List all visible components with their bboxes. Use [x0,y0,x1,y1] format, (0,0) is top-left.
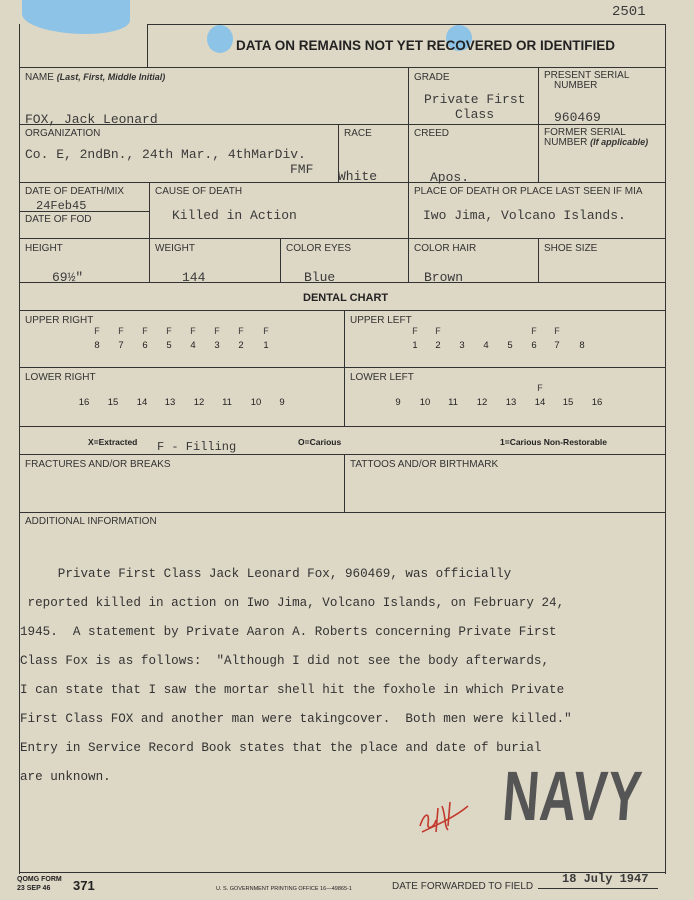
name-label: NAME (Last, First, Middle Initial) [25,72,166,83]
upper-right-tooth: 1 [263,340,269,351]
height-value: 69½" [52,270,84,285]
upper-left-tooth: 4 [483,340,489,351]
rule [344,454,345,512]
tape-remnant [207,25,233,53]
rule [19,367,666,368]
upper-right-filling-mark: F [237,327,244,338]
date-forwarded-label: DATE FORWARDED TO FIELD [392,881,534,892]
form-date: 23 SEP 46 [17,885,51,892]
height-label: HEIGHT [25,243,63,254]
former-serial-label-2: NUMBER (If applicable) [544,137,649,148]
hair-value: Brown [424,270,464,285]
document-number: 2501 [612,4,646,20]
upper-right-tooth: 6 [142,340,148,351]
lower-right-tooth: 11 [222,397,232,408]
lower-left-tooth: 13 [505,397,517,408]
creed-value: Apos. [430,170,470,185]
rule [19,454,666,455]
rule [538,67,539,182]
grade-value-2: Class [455,107,495,122]
lower-right-tooth: 12 [193,397,205,408]
upper-left-filling-mark: F [411,327,418,338]
upper-left-tooth: 1 [412,340,418,351]
lower-left-filling-mark: F [536,384,543,395]
race-value: White [338,169,378,184]
place-of-death-value: Iwo Jima, Volcano Islands. [423,208,626,223]
date-of-fod-label: DATE OF FOD [25,214,92,225]
forwarded-underline [538,888,658,889]
navy-stamp: NAVY [500,757,646,835]
lower-left-tooth: 12 [476,397,488,408]
date-of-death-label: DATE OF DEATH/MIX [25,186,125,197]
rule [19,426,666,427]
serial-label-2: NUMBER [554,80,598,91]
upper-left-tooth: 6 [531,340,537,351]
upper-left-tooth: 7 [554,340,560,351]
organization-value-2: FMF [290,162,314,177]
upper-right-tooth: 3 [214,340,220,351]
dental-chart-header: DENTAL CHART [303,292,389,304]
date-of-death-value: 24Feb45 [36,199,87,213]
legend-carious: O=Carious [298,437,342,447]
place-of-death-label: PLACE OF DEATH OR PLACE LAST SEEN IF MIA [414,186,643,197]
rule [19,238,666,239]
info-line: I can state that I saw the mortar shell hit the foxhole in which Private [20,682,565,697]
date-forwarded-value: 18 July 1947 [562,872,649,886]
lower-right-tooth: 9 [279,397,285,408]
lower-left-tooth: 9 [395,397,401,408]
info-line: Private First Class Jack Leonard Fox, 960469, was officially [20,566,512,581]
upper-left-filling-mark: F [434,327,441,338]
upper-right-tooth: 8 [94,340,100,351]
lower-left-tooth: 16 [591,397,603,408]
frame-top [147,24,666,25]
lower-left-label: LOWER LEFT [350,372,414,383]
info-line: First Class FOX and another man were takingcover. Both men were killed." [20,711,572,726]
shoe-size-label: SHOE SIZE [544,243,598,254]
legend-filling: F - Filling [157,440,237,454]
name-value: FOX, Jack Leonard [25,112,158,127]
upper-right-filling-mark: F [141,327,148,338]
upper-left-filling-mark: F [553,327,560,338]
lower-right-tooth: 13 [164,397,176,408]
serial-label: PRESENT SERIAL [544,70,630,81]
lower-left-tooth: 14 [534,397,546,408]
printer-note: U. S. GOVERNMENT PRINTING OFFICE 16—49865-1 [216,886,352,892]
form-id: QOMG FORM [17,876,62,883]
rule [408,238,409,282]
lower-right-tooth: 10 [250,397,262,408]
info-line: reported killed in action on Iwo Jima, Volcano Islands, on February 24, [20,595,565,610]
upper-left-tooth: 2 [435,340,441,351]
upper-right-filling-mark: F [165,327,172,338]
upper-right-filling-mark: F [189,327,196,338]
rule [19,512,666,513]
fractures-label: FRACTURES AND/OR BREAKS [25,459,171,470]
hair-label: COLOR HAIR [414,243,477,254]
rule [19,282,666,283]
eyes-label: COLOR EYES [286,243,352,254]
lower-left-tooth: 11 [448,397,458,408]
weight-value: 144 [182,270,206,285]
upper-right-filling-mark: F [213,327,220,338]
upper-right-tooth: 7 [118,340,124,351]
organization-label: ORGANIZATION [25,128,101,139]
rule [19,310,666,311]
rule [538,238,539,282]
legend-non-restorable: 1=Carious Non-Restorable [500,437,607,447]
info-line: Class Fox is as follows: "Although I did not see the body afterwards, [20,653,550,668]
upper-left-label: UPPER LEFT [350,315,412,326]
upper-right-tooth: 5 [166,340,172,351]
legend-extracted: X=Extracted [88,437,138,447]
upper-left-filling-mark: F [530,327,537,338]
cause-of-death-value: Killed in Action [172,208,297,223]
upper-left-tooth: 3 [459,340,465,351]
cause-of-death-label: CAUSE OF DEATH [155,186,243,197]
handwritten-initials [414,796,470,838]
former-serial-label: FORMER SERIAL [544,127,626,138]
upper-right-tooth: 2 [238,340,244,351]
additional-info-label: ADDITIONAL INFORMATION [25,516,157,527]
form-number: 371 [73,878,95,893]
frame-right [665,24,666,874]
lower-right-tooth: 15 [107,397,119,408]
upper-right-filling-mark: F [93,327,100,338]
upper-right-filling-mark: F [262,327,269,338]
weight-label: WEIGHT [155,243,195,254]
rule [19,67,666,68]
upper-left-tooth: 5 [507,340,513,351]
lower-right-tooth: 14 [136,397,148,408]
rule [149,182,150,282]
info-line: Entry in Service Record Book states that the place and date of burial [20,740,542,755]
lower-right-tooth: 16 [78,397,90,408]
form-title: DATA ON REMAINS NOT YET RECOVERED OR IDENTIFIED [236,38,616,53]
lower-right-label: LOWER RIGHT [25,372,96,383]
upper-right-label: UPPER RIGHT [25,315,94,326]
rule [344,310,345,426]
race-label: RACE [344,128,372,139]
upper-left-tooth: 8 [579,340,585,351]
tattoos-label: TATTOOS AND/OR BIRTHMARK [350,459,499,470]
upper-right-filling-mark: F [117,327,124,338]
grade-value: Private First [424,92,526,107]
grade-label: GRADE [414,72,450,83]
organization-value: Co. E, 2ndBn., 24th Mar., 4thMarDiv. [25,147,306,162]
frame-title-left [147,24,148,67]
lower-left-tooth: 15 [562,397,574,408]
rule [280,238,281,282]
info-line: are unknown. [20,769,111,784]
lower-left-tooth: 10 [419,397,431,408]
creed-label: CREED [414,128,450,139]
upper-right-tooth: 4 [190,340,196,351]
serial-value: 960469 [554,110,601,125]
rule [408,67,409,238]
info-line: 1945. A statement by Private Aaron A. Roberts concerning Private First [20,624,557,639]
eyes-value: Blue [304,270,336,285]
